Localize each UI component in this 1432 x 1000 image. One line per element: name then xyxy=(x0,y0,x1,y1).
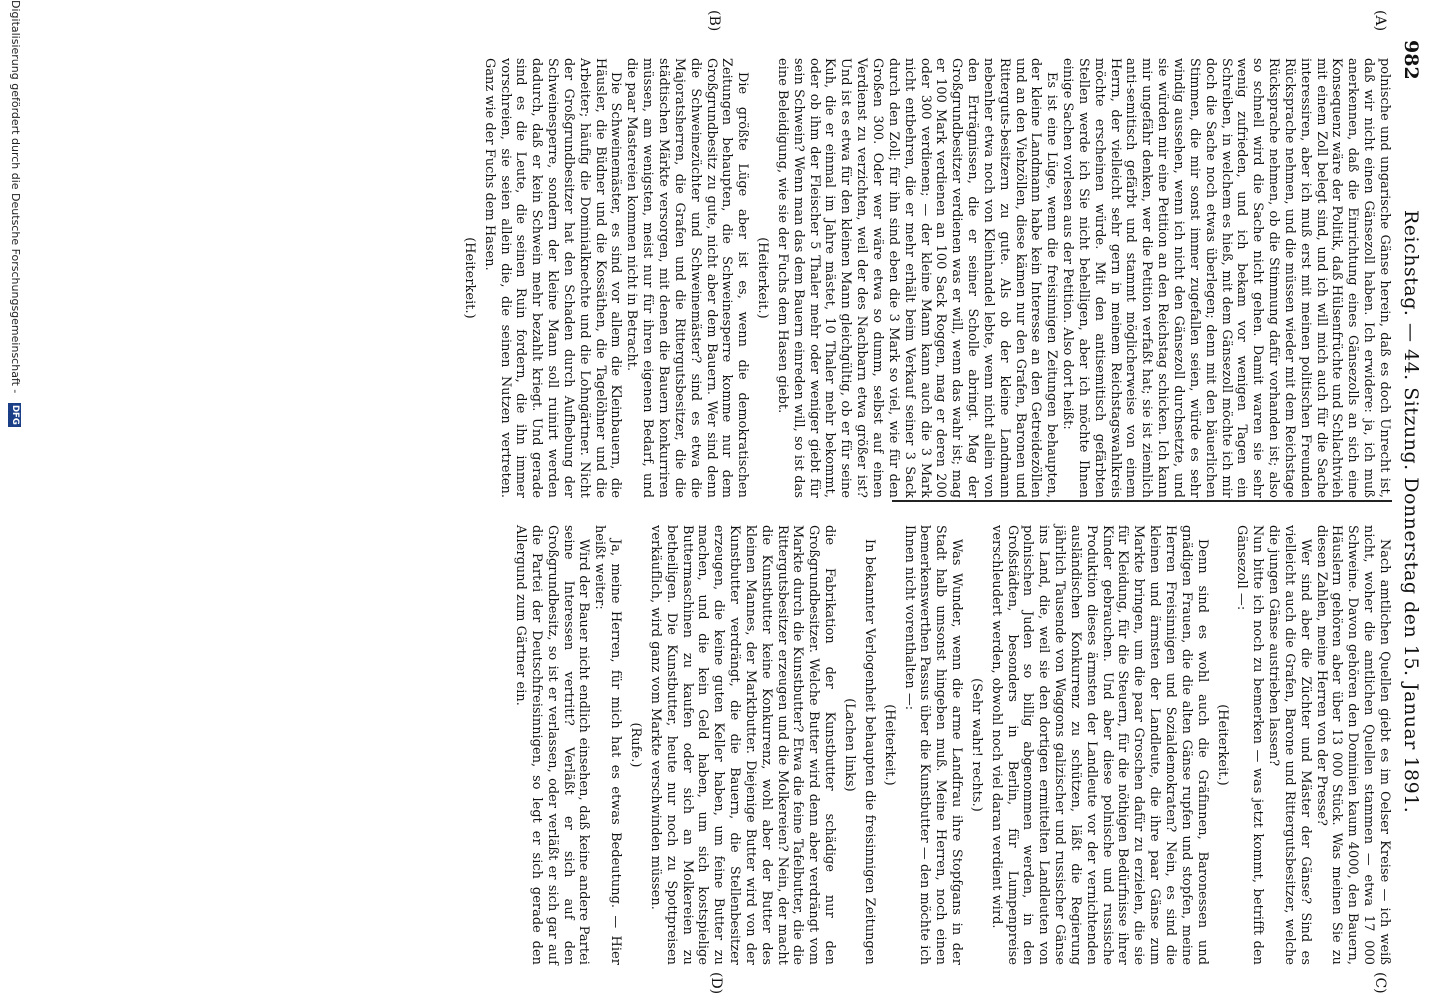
paragraph: die Fabrikation der Kunstbutter schädige nur den Großgrundbesitzer. Welche Butter wird denn aber verdrängt vom Markte durch die Kunstbutter? Etwa die feine Tafelbutter, die die Rittergutsbesitzer erzeugen und die Molkereien? Nein, der macht die Kunstbutter keine Konkurrenz, wohl aber der Butter des kleinen Mannes, der Marktbutter. Diejenige Butter wird von der Kunstbutter verdrängt, die die Bauern, die Stellenbesitzer erzeugen, die keine guten Keller haben, um feine Butter zu machen, und die kein Geld haben, um sich kostspielige Buttermaschinen zu kaufen oder sich an Molkereien zu betheiligen. Die Kunstbutter, heute nur noch zu Spottpreisen verkäuflich, wird ganz vom Markte verschwinden müssen. xyxy=(647,525,838,965)
right-column xyxy=(512,525,1392,965)
paragraph: Wer sind aber die Züchter und Mäster der Gänse? Sind es vielleicht auch die Grafen, Barone und Rittergutsbesitzer, welche die jungen Gänse austrieben lassen? xyxy=(1266,525,1313,965)
column-divider xyxy=(892,500,1392,502)
digitization-footer xyxy=(4,0,26,1000)
interjection: (Sehr wahr! rechts.) xyxy=(968,678,984,812)
paragraph: In bekannter Verlogenheit behaupten die freisinnigen Zeitungen xyxy=(861,539,877,965)
running-head: Reichstag. — 44. Sitzung. Donnerstag den 15. Januar 1891. xyxy=(1400,210,1422,814)
paragraph: Denn sind es wohl auch die Gräfinnen, Baronessen und gnädigen Frauen, die die alten Gänse rupfen und stopfen, meine Herren Freisinnigen und Sozialdemokraten? Nein, es sind die kleinen und ärmsten der Landleute, die ihre paar Gänse zum Markte bringen, um die paar Groschen dafür zu erzielen, die sie für Kleidung, für die Steuern, für die nöthigen Bedürfnisse ihrer Kinder gebrauchen. Und aber diese polnische und russische Produktion dieses ärmsten der Landleute vor der vernichtenden ausländischen Konkurrenz zu schützen, läßt die Regierung jährlich Tausende von Waggons galizischer und russischer Gänse ins Land, die, weil sie den dortigen ermittelten Landleuten von polnischen Juden so billig abgenommen werden, in den Großstädten, besonders in Berlin, für Lumpenpreise verschleudert werden, obwohl noch viel daran verdient wird. xyxy=(988,525,1210,965)
margin-marker-b: (B) xyxy=(706,10,722,32)
paragraph: Nach amtlichen Quellen giebt es im Oelser Kreise — ich weiß nicht, woher die amtlichen Quellen stammen — etwa 17 000 Schweine. Davon gehören den Dominien kaum 4000, den Bauern, Häuslern gehören aber über 13 000 Stück. Was meinen Sie zu diesen Zahlen, meine Herren von der Presse? xyxy=(1313,525,1392,965)
margin-marker-a: (A) xyxy=(1372,10,1388,32)
paragraph: Es ist eine Lüge, wenn die freisinnigen Zeitungen behaupten, der kleine Landmann habe kein Interesse an den Getreidezöllen und an den Viehzöllen, diese kämen nur den Grafen, Baronen und Ritterguts-besitzern zu gute. Als ob der kleine Landmann nebenher etwa noch von Kleinhandel lebte, wenn nicht allein von den Erträgnissen, die er seiner Scholle abringt. Mag der Großgrundbesitzer verdienen was er will, wenn das wahr ist; mag er 100 Mark verdienen an 100 Sack Roggen, mag er deren 200 oder 300 verdienen; — der kleine Mann kann auch die 3 Mark nicht entbehren, die er mehr erhält beim Verkauf seiner 3 Sack durch den Zoll; für ihn sind eben die 3 Mark so viel, wie für den Großen 300. Oder wer wäre etwa so dumm, selbst auf einen Verdienst zu verzichten, weil der des Nachbarn etwa größer ist? Und ist es etwa für den kleinen Mann gleichgültig, ob er für seine Kuh, die er einmal im Jahre mästet, 10 Thaler mehr bekommt, oder ob ihm der Fleischer 5 Thaler mehr oder weniger giebt für sein Schwein? Wenn man das dem Bauern einreden will, so ist das eine Beleidigung, wie sie der Fuchs dem Hasen giebt. xyxy=(774,58,1060,498)
page-header xyxy=(1396,40,1426,995)
margin-marker-c: (C) xyxy=(1372,972,1388,994)
left-column xyxy=(457,58,1392,498)
dfg-logo: DFG xyxy=(9,403,22,427)
margin-marker-d: (D) xyxy=(708,972,724,995)
interjection: (Heiterkeit.) xyxy=(461,237,477,319)
paragraph: Wird der Bauer nicht endlich einsehen, daß keine andere Partei seine Interessen vertritt? Verläßt er sich auf den Großgrundbesitz, so ist er verlassen, oder verläßt er sich gar auf die Partei der Deutschfreisinnigen, so legt er sich gerade den Allergund zum Gärtner ein. xyxy=(513,525,592,965)
interjection: (Heiterkeit.) xyxy=(881,704,897,786)
page-number: 982 xyxy=(1400,40,1422,80)
interjection: (Heiterkeit.) xyxy=(1214,704,1230,786)
footer-text: Digitalisierung gefördert durch die Deutsche Forschungsgemeinschaft - xyxy=(9,0,22,394)
paragraph: Die Schweinemäster, es sind vor allem die Kleinbauern, die Häusler, die Büdner und die Kossäthen, die Tagelöhner und die Arbeiter; häufig die Dominialknechte und die Lohngärtner. Nicht der Großgrundbesitzer hat den Schaden durch Aufhebung der Schweinesperre, sondern der kleine Mann soll ruinirt werden dadurch, daß er kein Schwein mehr bezahlt kriegt. Und gerade sind es die Leute, die seinen Ruin fordern, die ihn immer vorschreien, sie seien allein die, die seinen Nutzen vertreten. Ganz wie der Fuchs dem Hasen. xyxy=(481,58,624,498)
interjection: (Heiterkeit.) xyxy=(755,237,771,319)
paragraph: Die größte Lüge aber ist es, wenn die demokratischen Zeitungen behaupten, die Schweinesperre komme nur dem Großgrundbesitz zu gute, nicht aber dem Bauern. Wer sind denn die Schweinezüchter und Schweinemäster? sind es etwa die Majoratsherren, die Grafen und die Rittergutsbesitzer, die die städtischen Märkte versorgen, mit denen die Bauern konkurriren müssen, am wenigsten, meist nur für ihren eigenen Bedarf, und die paar Mastereien kommen nicht in Betracht. xyxy=(624,58,751,498)
paragraph: Nun bitte ich noch zu bemerken — was jetzt kommt, betrifft den Gänsezoll —: xyxy=(1234,525,1266,965)
interjection: (Lachen links) xyxy=(842,698,857,792)
paragraph: Ja, meine Herren, für mich hat es etwas Bedeutung. — Hier heißt weiter: xyxy=(592,525,624,965)
interjection: (Rufe.) xyxy=(628,722,644,768)
paragraph: Was Wunder, wenn die arme Landfrau ihre Stopfgans in der Stadt halb umsonst hingeben muß. Meine Herren, noch einen bemerkenswerthen Passus über die Kunstbutter — den möchte ich Ihnen nicht vorenthalten —: xyxy=(901,525,965,965)
paragraph: polnische und ungarische Gänse herein, daß es doch Unrecht ist, daß wir nicht einen Gänsezoll haben. Ich erwidere: ja, ich muß anerkennen, daß die Einrichtung eines Gänsezolls an sich eine Konsequenz wäre der Politik, daß Hülsenfrüchte und Schlachtvieh mit einem Zoll belegt sind, und ich will mich auch für die Sache interessiren, aber ich muß erst mit meinen politischen Freunden Rücksprache nehmen, und die müssen wieder mit dem Reichstage Rücksprache nehmen, ob die Stimmung dafür vorhanden ist; also so schnell wird die Sache nicht gehen. Damit waren sie sehr wenig zufrieden, und ich bekam vor wenigen Tagen ein Schreiben, in welchem es hieß, mit dem Gänsezoll möchte ich mir doch die Sache noch etwas überlegen; denn mit den bäuerlichen Stimmen, die mir sonst immer zugefallen seien, würde es sehr windig aussehen, wenn ich nicht den Gänsezoll durchsetzte, und sie würden mir eine Petition an den Reichstag schicken. Ich kann mir ungefähr denken, wer die Petition verfaßt hat; sie ist ziemlich anti-semitisch gefärbt und stammt möglicherweise von einem Herrn, der vielleicht sehr gern in meinem Reichstagswahlkreis möchte erscheinen würde. Mit den antisemitisch gefärbten Stellen werde ich Sie nicht behelligen, aber ich möchte Ihnen einige Sachen vorlesen aus der Petition. Also dort heißt: xyxy=(1060,58,1392,498)
